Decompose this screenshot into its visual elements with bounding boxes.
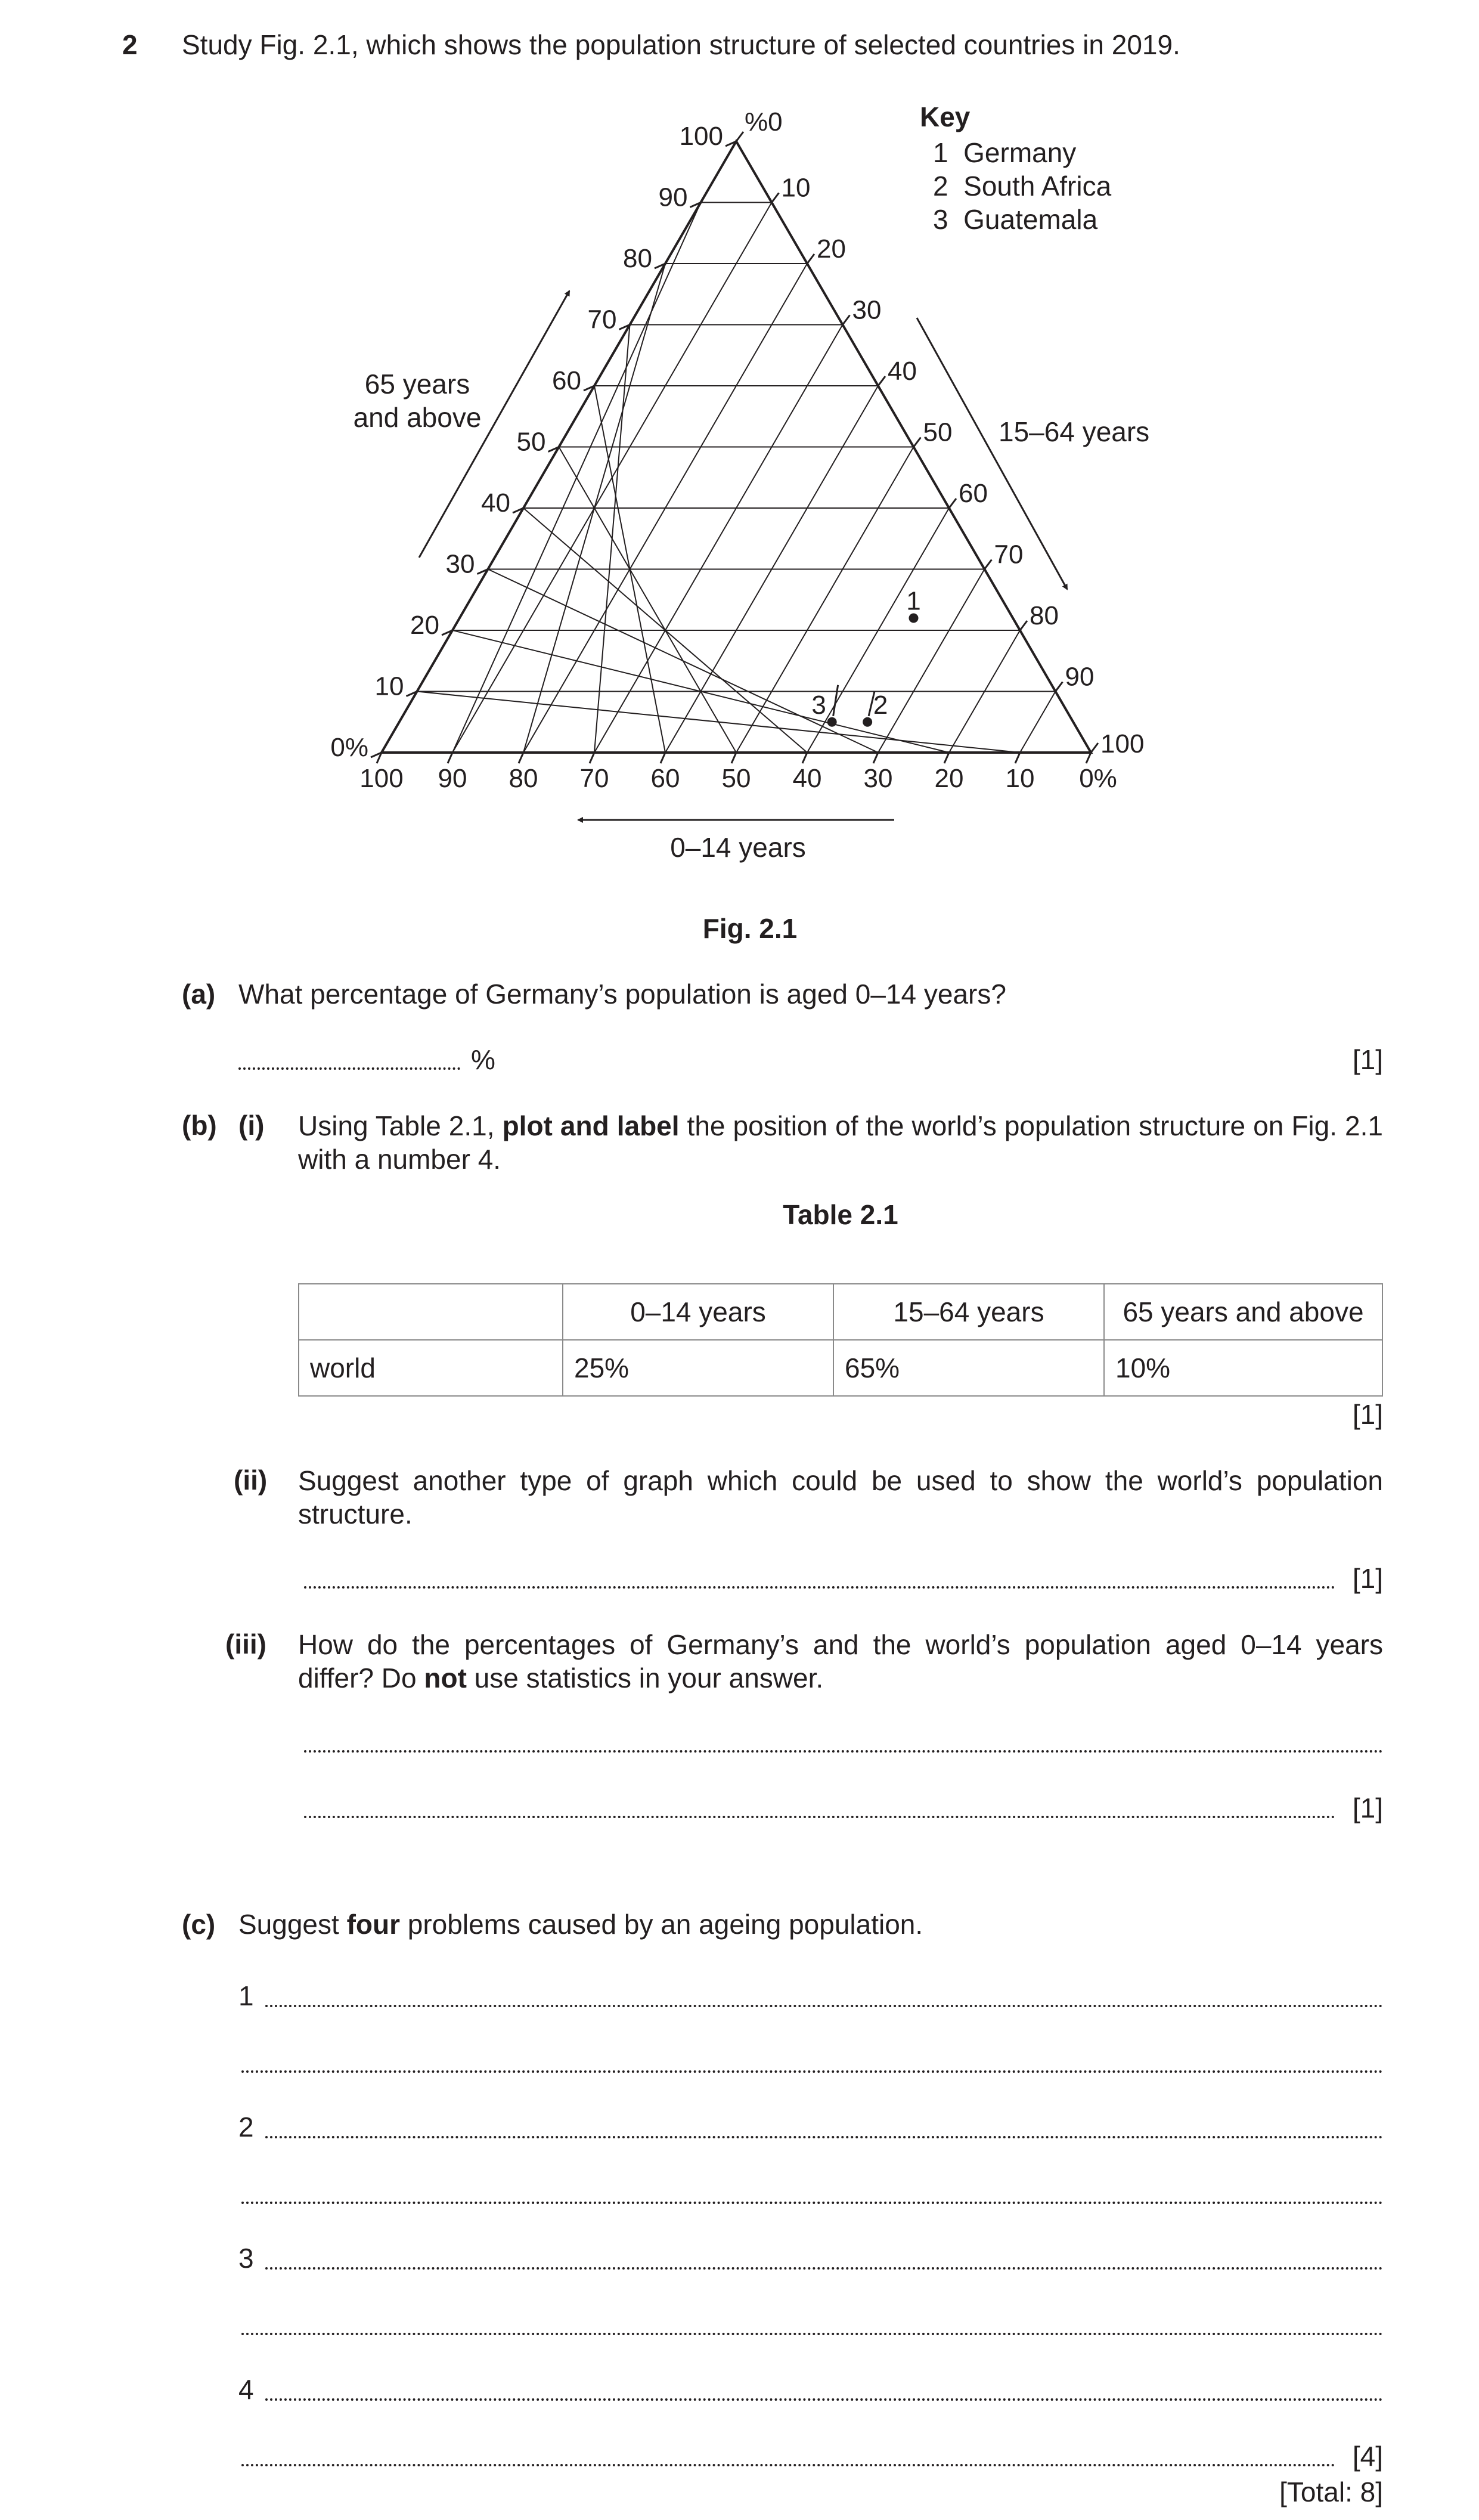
right-tick: [772, 193, 779, 203]
key-item-guatemala: 3 Guatemala: [933, 204, 1098, 235]
left-tick-label: 20: [410, 611, 439, 640]
part-b-iii-question: How do the percentages of Germany’s and the world’s population aged 0–14 years differ? Do not use statistics in your answer.: [298, 1629, 1383, 1694]
bottom-tick-label: 50: [721, 764, 751, 793]
total-marks: [Total: 8]: [1279, 2476, 1383, 2507]
left-tick-label: 100: [679, 122, 723, 151]
key-item-germany: 1 Germany: [933, 137, 1077, 168]
bottom-tick-label: 90: [438, 764, 467, 793]
right-tick-label: %0: [745, 107, 783, 137]
part-b-iii-marks: [1]: [1352, 1793, 1383, 1824]
part-c-answer-line-3b[interactable]: [241, 2333, 1383, 2335]
left-tick-label: 90: [658, 182, 688, 212]
axis-label-15-64: 15–64 years: [999, 416, 1150, 447]
part-a-question: What percentage of Germany’s population is aged 0–14 years?: [238, 979, 1006, 1010]
bottom-tick: [731, 753, 736, 763]
part-b-iii-label: (iii): [225, 1629, 266, 1660]
part-c-number-3: 3: [238, 2243, 254, 2274]
bottom-tick-label: 20: [934, 764, 964, 793]
ternary-diagram: [0, 0, 1479, 930]
part-a-unit: %: [471, 1044, 495, 1075]
bottom-tick-label: 10: [1005, 764, 1035, 793]
part-b-ii-question: Suggest another type of graph which could be used to show the world’s population structure.: [298, 1465, 1383, 1530]
right-tick: [1020, 621, 1027, 630]
part-b-iii-answer-line-2[interactable]: [304, 1816, 1335, 1818]
key-item-south-africa: 2 South Africa: [933, 171, 1112, 202]
part-b-iii-answer-line-1[interactable]: [304, 1750, 1383, 1753]
grid-line: [878, 569, 985, 753]
table-cell-15-64: 65%: [833, 1340, 1104, 1396]
part-c-answer-line-2b[interactable]: [241, 2202, 1383, 2204]
part-c-marks: [4]: [1352, 2441, 1383, 2472]
part-c-number-2: 2: [238, 2112, 254, 2143]
question-intro: Study Fig. 2.1, which shows the population structure of selected countries in 2019.: [182, 29, 1180, 60]
bottom-tick: [661, 753, 665, 763]
axis-arrow-15-64: [917, 318, 1067, 589]
data-point-3: [827, 717, 837, 727]
bottom-tick: [519, 753, 523, 763]
table-header-15-64: 15–64 years: [833, 1284, 1104, 1340]
data-point-label-3: 3: [811, 690, 826, 720]
data-point-label-2: 2: [873, 690, 888, 720]
right-tick-label: 90: [1065, 662, 1094, 692]
right-tick: [1091, 743, 1098, 753]
bottom-tick: [448, 753, 452, 763]
bottom-tick-label: 60: [650, 764, 680, 793]
part-a-marks: [1]: [1352, 1044, 1383, 1075]
left-tick-label: 0%: [330, 733, 368, 762]
part-c-answer-line-4a[interactable]: [265, 2398, 1383, 2401]
left-tick-label: 70: [587, 305, 617, 335]
bottom-tick-label: 40: [792, 764, 822, 793]
data-point-label-1: 1: [906, 586, 921, 616]
grid-line: [488, 569, 879, 753]
right-tick-label: 50: [923, 417, 953, 447]
right-tick: [843, 315, 850, 325]
right-tick-label: 40: [888, 357, 917, 386]
part-c-answer-line-1a[interactable]: [265, 2005, 1383, 2007]
bottom-tick: [944, 753, 949, 763]
figure-caption: Fig. 2.1: [702, 913, 798, 944]
part-c-number-1: 1: [238, 1980, 254, 2011]
part-c-answer-line-2a[interactable]: [265, 2136, 1383, 2138]
table-header-65-plus: 65 years and above: [1104, 1284, 1382, 1340]
right-tick: [878, 376, 885, 386]
bottom-tick-label: 80: [508, 764, 538, 793]
axis-label-0-14: 0–14 years: [670, 832, 806, 863]
grid-line: [594, 325, 843, 753]
bottom-tick-label: 70: [579, 764, 609, 793]
right-tick: [914, 438, 921, 447]
left-tick-label: 40: [481, 488, 510, 518]
part-b-i-question: Using Table 2.1, plot and label the position of the world’s population structure on Fig. 2.1 with a number 4.: [298, 1110, 1383, 1175]
left-tick-label: 50: [516, 427, 546, 457]
part-c-number-4: 4: [238, 2374, 254, 2405]
part-c-answer-line-1b[interactable]: [241, 2070, 1383, 2073]
right-tick: [807, 254, 814, 264]
right-tick-label: 10: [781, 173, 811, 203]
right-tick-label: 70: [994, 540, 1024, 569]
part-a-label: (a): [182, 979, 216, 1010]
bottom-tick: [590, 753, 594, 763]
right-tick-label: 60: [959, 479, 988, 508]
right-tick: [949, 499, 956, 508]
right-tick-label: 20: [817, 234, 846, 264]
right-tick: [985, 560, 992, 569]
part-a-answer-line[interactable]: [238, 1067, 460, 1070]
right-tick: [1056, 682, 1063, 692]
part-c-answer-line-3a[interactable]: [265, 2267, 1383, 2270]
axis-label-65-line2: and above: [353, 402, 482, 433]
table-title: Table 2.1: [783, 1199, 898, 1230]
left-tick-label: 60: [552, 366, 581, 395]
bottom-tick-label: 0%: [1079, 764, 1117, 793]
table-header-blank: [299, 1284, 563, 1340]
right-tick-label: 80: [1030, 601, 1059, 630]
table-cell-world: world: [299, 1340, 563, 1396]
part-b-i-label: (i): [238, 1110, 265, 1141]
grid-line: [417, 692, 1021, 753]
part-b-ii-answer-line[interactable]: [304, 1586, 1335, 1589]
bottom-tick-label: 30: [863, 764, 893, 793]
part-b-i-marks: [1]: [1352, 1399, 1383, 1430]
part-c-label: (c): [182, 1909, 216, 1940]
axis-label-65-line1: 65 years: [364, 369, 470, 400]
bottom-tick: [1086, 753, 1091, 763]
part-b-label: (b): [182, 1110, 217, 1141]
data-point-2: [863, 717, 872, 727]
question-number: 2: [122, 29, 138, 60]
table-cell-65-plus: 10%: [1104, 1340, 1382, 1396]
right-tick: [736, 132, 743, 141]
table-header-row: [299, 1284, 1382, 1340]
right-tick-label: 30: [852, 295, 882, 325]
bottom-tick: [802, 753, 807, 763]
left-tick-label: 80: [623, 244, 652, 273]
population-table: [298, 1283, 1383, 1397]
table-cell-0-14: 25%: [563, 1340, 833, 1396]
part-c-question: Suggest four problems caused by an ageing population.: [238, 1909, 923, 1940]
part-b-ii-marks: [1]: [1352, 1563, 1383, 1594]
left-tick-label: 10: [374, 671, 404, 701]
grid-line: [559, 447, 737, 753]
bottom-tick: [873, 753, 878, 763]
table-header-0-14: 0–14 years: [563, 1284, 833, 1340]
table-row: [299, 1340, 1382, 1396]
part-c-answer-line-4b[interactable]: [241, 2464, 1335, 2466]
part-b-ii-label: (ii): [234, 1465, 268, 1496]
key-title: Key: [920, 101, 971, 132]
left-tick-label: 30: [445, 549, 475, 579]
grid-line: [1020, 692, 1056, 753]
bottom-tick-label: 100: [359, 764, 404, 793]
right-tick-label: 100: [1100, 729, 1145, 759]
bottom-tick: [1015, 753, 1020, 763]
